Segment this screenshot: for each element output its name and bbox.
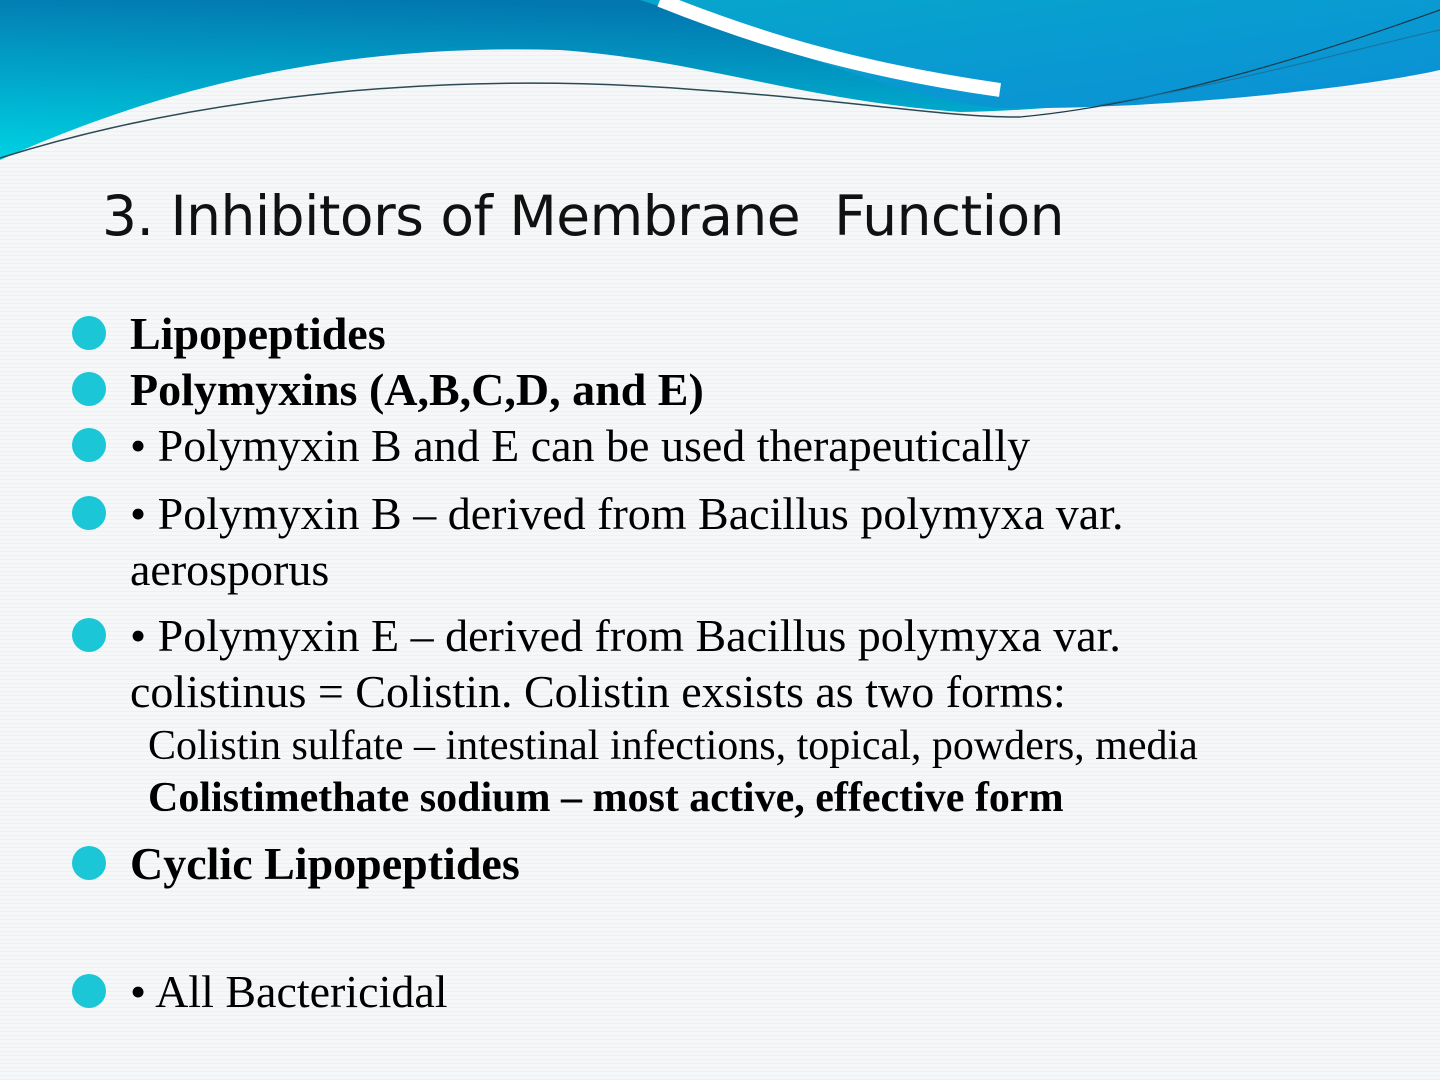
bullet-dot-icon xyxy=(72,316,106,350)
bullet-dot-icon xyxy=(72,846,106,880)
bullet-dot-icon xyxy=(72,974,106,1008)
subitem-colistimethate-sodium: Colistimethate sodium – most active, effective form xyxy=(148,775,1064,821)
bullet-list: Lipopeptides Polymyxins (A,B,C,D, and E) • Polymyxin B and E can be used therapeutically • Polymyxin B – derived from Bacillus polymyxa var. aerosporus • Polymyxin E – derived from Bacillus polymyxa var. colistinus = Colistin. Colistin exsists as two forms: Colistin sulfate – intestinal infections, topical, powders, media Colistimethate sodium – most active, effective form Cyclic Lipopeptides • All Bactericidal xyxy=(0,0,1440,1080)
bullet-dot-icon xyxy=(72,428,106,462)
slide-title: 3. Inhibitors of Membrane Function xyxy=(102,184,1065,248)
bullet-dot-icon xyxy=(72,496,106,530)
bullet-dot-icon xyxy=(72,372,106,406)
subitem-colistin-sulfate: Colistin sulfate – intestinal infections, topical, powders, media xyxy=(148,723,1198,769)
bullet-dot-icon xyxy=(72,618,106,652)
